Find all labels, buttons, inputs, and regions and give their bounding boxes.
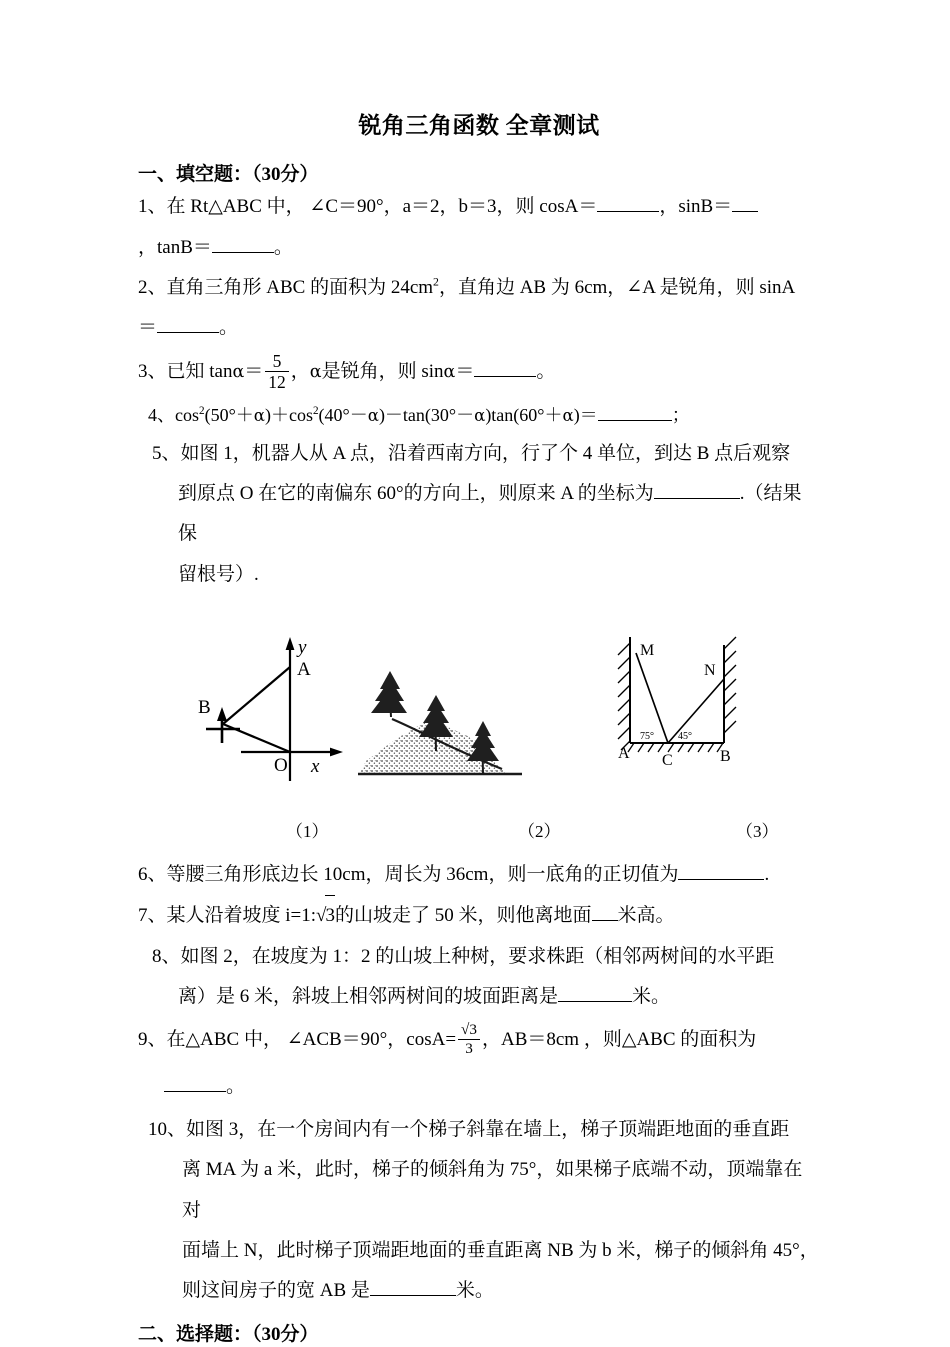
question-3-text-a: 已知 tan: [167, 361, 233, 382]
question-5-line-2b: .（结果保: [178, 483, 802, 544]
question-7-text-a: 某人沿着坡度 i=1:: [167, 905, 317, 926]
question-8-number: 8、: [152, 946, 181, 967]
question-9-text-c: 。: [226, 1076, 245, 1097]
question-3-alpha-3: α: [444, 362, 456, 382]
question-9-text-b: ，AB＝8cm ，则△ABC 的面积为: [482, 1029, 756, 1050]
question-3-text-c: 是锐角，则 sin: [322, 361, 444, 382]
answer-blank[interactable]: [157, 332, 219, 333]
figure-1-svg: [184, 629, 354, 789]
question-9: [138, 1017, 820, 1110]
question-3-equals: ＝: [244, 361, 263, 382]
question-6-text-b: .: [764, 864, 769, 885]
figure-1-label-b: B: [198, 697, 211, 718]
answer-blank[interactable]: [592, 920, 618, 921]
question-2-text-d: 。: [219, 317, 238, 338]
question-4-text-h: ；: [672, 405, 690, 425]
question-5-line-1: 如图 1，机器人从 A 点，沿着西南方向，行了个 4 单位，到达 B 点后观察: [181, 443, 791, 464]
question-4-alpha-4: α: [563, 406, 574, 425]
figure-3-caption: （3）: [736, 817, 779, 842]
figure-1-caption: （1）: [286, 817, 329, 842]
answer-blank[interactable]: [678, 879, 764, 880]
question-4-alpha-3: α: [474, 406, 485, 425]
fraction-sqrt3-over-3: [458, 1022, 480, 1057]
question-4-superscript-2: 2: [313, 405, 319, 417]
fraction-5-over-12: [265, 352, 288, 391]
question-8: [138, 937, 820, 1018]
fraction-numerator: 5: [265, 352, 288, 372]
question-8-line-2a: 离）是 6 米，斜坡上相邻两树间的坡面距离是: [178, 986, 558, 1007]
question-7-radicand: 3: [325, 895, 335, 936]
figure-2-svg: [356, 655, 548, 781]
question-10-line-3: 面墙上 N，此时梯子顶端距地面的垂直距离 NB 为 b 米，梯子的倾斜角 45°，: [182, 1240, 819, 1261]
question-10-line-4a: 则这间房子的宽 AB 是: [182, 1280, 370, 1301]
question-7: [138, 895, 820, 936]
question-9-number: 9、: [138, 1029, 167, 1050]
answer-blank[interactable]: [598, 420, 672, 421]
question-8-line-2b: 米。: [632, 986, 670, 1007]
question-2-number: 2、: [138, 277, 167, 298]
question-2-text-c: ＝: [138, 317, 157, 338]
question-2-text-a: 直角三角形 ABC 的面积为 24cm: [167, 277, 434, 298]
question-4-text-g: )＝: [574, 405, 598, 425]
question-4-text-a: cos: [175, 405, 199, 425]
question-4-number: 4、: [148, 405, 175, 425]
question-3-alpha-2: α: [310, 362, 322, 382]
question-3-text-b: ，: [291, 361, 310, 382]
question-4-text-f: )tan(60°＋: [485, 405, 562, 425]
page-title: 锐角三角函数 全章测试: [138, 112, 820, 140]
question-3-text-d: ＝: [455, 361, 474, 382]
question-7-text-b: 的山坡走了 50 米，则他离地面: [335, 905, 592, 926]
fraction-denominator: 12: [265, 372, 288, 391]
question-9-text-a: 在△ABC 中， ∠ACB＝90°，cosA=: [167, 1029, 457, 1050]
fraction-numerator: √3: [458, 1022, 480, 1040]
question-5-line-3: 留根号）.: [178, 564, 259, 585]
figure-captions-row: [138, 817, 820, 843]
figure-3-svg: [590, 625, 750, 771]
question-3-text-e: 。: [536, 361, 555, 382]
question-6-number: 6、: [138, 864, 167, 885]
answer-blank[interactable]: [474, 376, 536, 377]
answer-blank[interactable]: [164, 1091, 226, 1092]
figure-3-label-m: M: [640, 642, 654, 659]
question-7-text-c: 米高。: [618, 905, 675, 926]
figures-row: [138, 621, 820, 817]
fraction-denominator: 3: [458, 1040, 480, 1057]
question-6: [138, 855, 820, 895]
figure-3-angle-left: 75°: [640, 731, 654, 742]
figure-1-label-x: x: [310, 756, 320, 777]
question-4-text-d: (40°－: [319, 405, 368, 425]
figure-1-coordinate-diagram: [184, 629, 354, 794]
question-10-line-4b: 米。: [456, 1280, 494, 1301]
question-4: [138, 396, 820, 434]
question-4-alpha-1: α: [254, 406, 265, 425]
question-10: [138, 1110, 820, 1311]
question-4-alpha-2: α: [368, 406, 379, 425]
section-heading-multiple-choice: 二、选择题：（30分）: [138, 1322, 820, 1347]
answer-blank[interactable]: [558, 1001, 632, 1002]
answer-blank[interactable]: [370, 1295, 456, 1296]
figure-1-label-y: y: [296, 637, 307, 658]
question-1: [138, 187, 820, 268]
question-2-superscript: 2: [433, 275, 439, 288]
question-4-text-e: )－tan(30°－: [379, 405, 474, 425]
question-10-line-2: 离 MA 为 a 米，此时，梯子的倾斜角为 75°，如果梯子底端不动，顶端靠在对: [182, 1159, 802, 1220]
figure-3-label-a: A: [618, 745, 630, 762]
question-2: [138, 268, 820, 349]
question-7-number: 7、: [138, 905, 167, 926]
question-5-number: 5、: [152, 443, 181, 464]
question-3-number: 3、: [138, 361, 167, 382]
figure-3-angle-right: 45°: [678, 731, 692, 742]
figure-3-label-b: B: [720, 748, 731, 765]
answer-blank[interactable]: [597, 211, 659, 212]
question-1-text-b: ，sinB＝: [659, 196, 732, 217]
question-6-text-a: 等腰三角形底边长 10cm，周长为 36cm，则一底角的正切值为: [167, 864, 679, 885]
question-1-text-c: ，tanB＝: [138, 237, 212, 258]
radical-sign: √: [316, 896, 326, 936]
figure-1-label-a: A: [297, 659, 311, 680]
question-5-line-2a: 到原点 O 在它的南偏东 60°的方向上，则原来 A 的坐标为: [178, 483, 654, 504]
question-8-line-1: 如图 2，在坡度为 1：2 的山坡上种树，要求株距（相邻两树间的水平距: [181, 946, 775, 967]
section-heading-fill-in-blank: 一、填空题：（30分）: [138, 162, 820, 188]
answer-blank[interactable]: [732, 211, 758, 212]
figure-2-tree-1: [371, 671, 407, 717]
figure-3-label-c: C: [662, 752, 673, 769]
figure-3-ladder-diagram: [590, 625, 750, 776]
figure-3-label-n: N: [704, 662, 716, 679]
question-4-text-c: )＋cos: [265, 405, 313, 425]
figure-1-label-o: O: [274, 755, 288, 776]
answer-blank[interactable]: [654, 498, 740, 499]
question-3: [138, 348, 820, 396]
question-3-alpha-1: α: [232, 362, 244, 382]
question-1-text-a: 在 Rt△ABC 中， ∠C＝90°，a＝2，b＝3，则 cosA＝: [167, 196, 598, 217]
question-4-text-b: (50°＋: [205, 405, 254, 425]
question-2-text-b: ，直角边 AB 为 6cm，∠A 是锐角，则 sinA: [439, 277, 795, 298]
question-1-text-d: 。: [274, 237, 293, 258]
figure-2-caption: （2）: [518, 817, 561, 842]
question-10-line-1: 如图 3，在一个房间内有一个梯子斜靠在墙上，梯子顶端距地面的垂直距: [186, 1119, 789, 1140]
answer-blank[interactable]: [212, 252, 274, 253]
document-content: [138, 0, 820, 1347]
question-1-number: 1、: [138, 196, 167, 217]
question-4-superscript-1: 2: [199, 405, 205, 417]
question-10-number: 10、: [148, 1119, 186, 1140]
question-5: [138, 434, 820, 595]
